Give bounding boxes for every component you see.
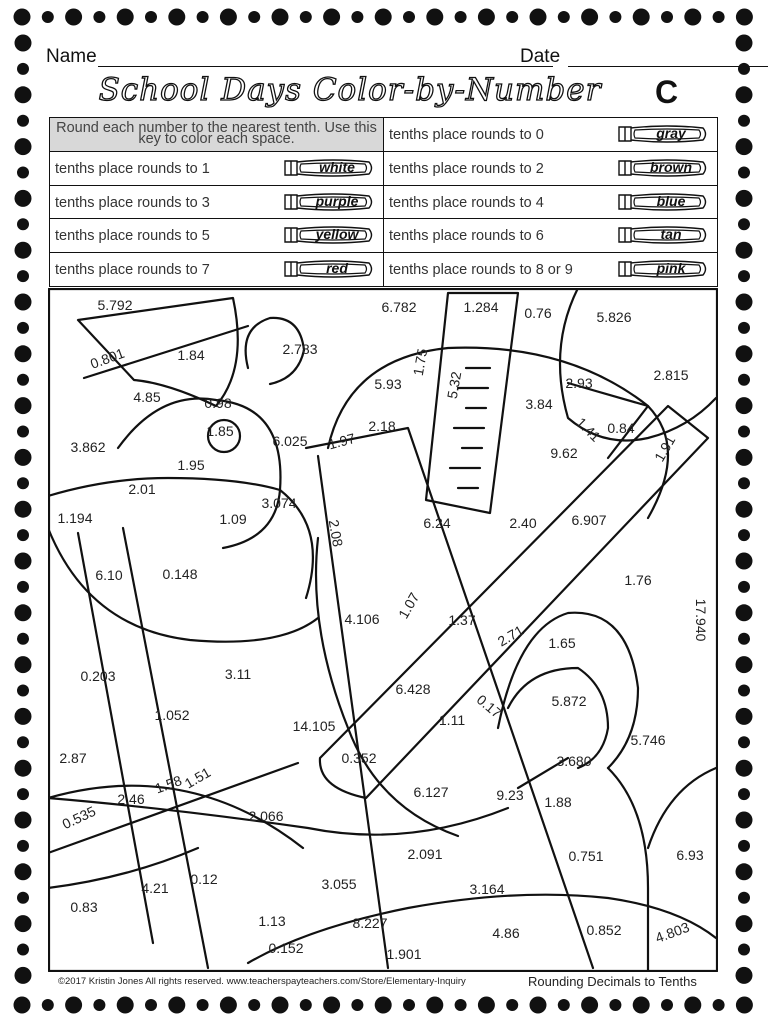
region-number: 5.93 (374, 376, 402, 392)
border-dot (633, 9, 650, 26)
region-number: 3.862 (70, 439, 106, 455)
border-dot (736, 501, 753, 518)
picture-numbers (57, 297, 709, 962)
region-number: 1.901 (386, 946, 422, 962)
name-label: Name (46, 46, 97, 67)
color-by-number-picture (48, 288, 718, 972)
region-number: 4.85 (133, 389, 161, 405)
border-dot (738, 167, 750, 179)
border-dot (375, 997, 392, 1014)
key-cell (50, 219, 384, 253)
border-dot (736, 997, 753, 1014)
border-dot (15, 242, 32, 259)
border-dot (145, 999, 157, 1011)
region-number: 14.105 (292, 718, 336, 734)
key-cell (384, 118, 718, 152)
region-number: 3.680 (556, 753, 592, 769)
border-dot (17, 633, 29, 645)
border-dot (323, 9, 340, 26)
border-dot (530, 9, 547, 26)
border-dot (323, 997, 340, 1014)
border-dot (736, 138, 753, 155)
bottom-curve-2 (248, 895, 716, 963)
region-number: 6.782 (381, 299, 417, 315)
border-dot (93, 999, 105, 1011)
border-dot (738, 374, 750, 386)
border-dot (14, 997, 31, 1014)
copyright-text: ©2017 Kristin Jones All rights reserved. www.teacherspayteachers.com/Store/Elementary-Inquiry (58, 976, 466, 987)
key-cell (50, 185, 384, 219)
border-dot (15, 915, 32, 932)
key-rule: tenths place rounds to 1 (55, 160, 210, 177)
border-dot (738, 581, 750, 593)
border-dot (426, 997, 443, 1014)
border-dot (403, 11, 415, 23)
border-dot (17, 477, 29, 489)
region-number: 2.815 (653, 367, 689, 383)
border-dot (65, 9, 82, 26)
region-number: 5.32 (443, 370, 465, 400)
border-dot (117, 997, 134, 1014)
border-dot (17, 115, 29, 127)
border-dot (736, 863, 753, 880)
key-rule: tenths place rounds to 8 or 9 (389, 262, 573, 279)
crayon-icon (283, 157, 375, 179)
border-dot (197, 999, 209, 1011)
border-dot (558, 999, 570, 1011)
crayon-color-label: tan (660, 226, 682, 243)
region-number: 1.052 (154, 707, 190, 723)
region-number: 2.40 (509, 515, 537, 531)
key-rule: tenths place rounds to 3 (55, 194, 210, 211)
border-dot (15, 35, 32, 52)
region-number: 0.76 (524, 305, 552, 321)
region-number: 1.91 (650, 432, 679, 465)
border-dot (736, 967, 753, 984)
key-cell (50, 253, 384, 287)
region-number: 1.11 (438, 712, 466, 728)
region-number: 2.87 (59, 750, 87, 766)
border-dot (736, 553, 753, 570)
name-date-row (46, 44, 726, 70)
region-number: 1.51 (181, 763, 214, 792)
crayon-icon (617, 258, 709, 280)
border-dot (738, 685, 750, 697)
border-dot (197, 11, 209, 23)
region-number: 1.97 (326, 429, 357, 453)
bottom-left-curve (48, 848, 198, 888)
border-dot (684, 9, 701, 26)
region-number: 4.21 (141, 880, 169, 896)
border-dot (738, 63, 750, 75)
border-dot (738, 633, 750, 645)
region-number: 2.18 (368, 418, 396, 434)
date-label: Date (520, 46, 561, 67)
region-number: 0.535 (59, 802, 99, 833)
border-dot (738, 529, 750, 541)
border-dot (117, 9, 134, 26)
border-dot (506, 999, 518, 1011)
region-number: 1.194 (57, 510, 93, 526)
region-number: 2.091 (407, 846, 443, 862)
region-number: 0.152 (268, 940, 304, 956)
border-dot (15, 397, 32, 414)
region-number: 1.76 (624, 572, 652, 588)
region-number: 2.066 (248, 808, 284, 824)
region-number: 6.025 (272, 433, 308, 449)
key-rule: tenths place rounds to 5 (55, 228, 210, 245)
border-dot (661, 999, 673, 1011)
border-dot (581, 9, 598, 26)
border-dot (609, 999, 621, 1011)
crayon-color-label: pink (656, 260, 686, 277)
crayon-icon (283, 258, 375, 280)
border-dot (738, 736, 750, 748)
border-dot (530, 997, 547, 1014)
border-dot (248, 11, 260, 23)
region-number: 0.852 (586, 922, 622, 938)
region-number: 6.907 (571, 512, 607, 528)
border-dot (17, 529, 29, 541)
border-dot (17, 218, 29, 230)
border-dot (478, 9, 495, 26)
border-dot (738, 322, 750, 334)
region-number: 9.62 (550, 445, 578, 461)
region-number: 2.93 (565, 375, 593, 391)
region-number: 4.803 (653, 918, 692, 946)
border-dot (736, 294, 753, 311)
border-dot (738, 477, 750, 489)
border-dot (15, 138, 32, 155)
border-dot (15, 863, 32, 880)
border-dot (15, 190, 32, 207)
border-dot (15, 294, 32, 311)
region-number: 1.07 (394, 589, 423, 622)
border-dot (736, 915, 753, 932)
border-dot (736, 449, 753, 466)
crayon-icon (283, 191, 375, 213)
border-dot (738, 426, 750, 438)
region-number: 8.227 (352, 915, 388, 931)
region-number: 2.783 (282, 341, 318, 357)
border-dot (351, 11, 363, 23)
region-number: 5.792 (97, 297, 133, 313)
border-dot (738, 840, 750, 852)
border-dot (65, 997, 82, 1014)
border-dot (661, 11, 673, 23)
border-dot (455, 11, 467, 23)
border-dot (581, 997, 598, 1014)
border-dot (145, 11, 157, 23)
border-dot (300, 999, 312, 1011)
region-number: 2.08 (325, 518, 347, 548)
border-dot (15, 501, 32, 518)
key-rule: tenths place rounds to 2 (389, 160, 544, 177)
border-dot (42, 999, 54, 1011)
key-cell (384, 219, 718, 253)
border-dot (736, 760, 753, 777)
region-number: 17.940 (693, 598, 709, 642)
crayon-color-label: yellow (315, 226, 359, 243)
region-number: 0.17 (473, 691, 505, 722)
region-number: 0.148 (162, 566, 198, 582)
border-dot (455, 999, 467, 1011)
region-number: 1.65 (548, 635, 576, 651)
crayon-color-label: red (326, 260, 348, 277)
version-letter: C (655, 74, 679, 110)
region-number: 1.75 (409, 347, 431, 377)
crayon-icon (617, 224, 709, 246)
border-dot (17, 788, 29, 800)
region-number: 0.83 (70, 899, 98, 915)
border-dot (17, 322, 29, 334)
border-dot (17, 426, 29, 438)
border-dot (15, 656, 32, 673)
border-dot (15, 345, 32, 362)
crayon-icon (617, 157, 709, 179)
border-dot (168, 997, 185, 1014)
border-dot (713, 999, 725, 1011)
subject-text: Rounding Decimals to Tenths (528, 974, 697, 989)
region-number: 2.01 (128, 481, 156, 497)
ruler-shape (426, 293, 518, 513)
region-number: 6.93 (676, 847, 704, 863)
border-dot (736, 190, 753, 207)
border-dot (713, 11, 725, 23)
border-dot (15, 708, 32, 725)
crayon-color-label: gray (656, 125, 686, 141)
crayon-icon (617, 123, 709, 145)
border-dot (42, 11, 54, 23)
border-dot (15, 967, 32, 984)
key-rule: tenths place rounds to 7 (55, 262, 210, 279)
color-key-table (49, 117, 718, 287)
crayon-icon (283, 224, 375, 246)
border-dot (506, 11, 518, 23)
region-number: 2.71 (494, 621, 527, 650)
region-number: 1.13 (258, 913, 286, 929)
region-number: 4.86 (492, 925, 520, 941)
border-dot (684, 997, 701, 1014)
border-dot (17, 892, 29, 904)
region-number: 3.11 (224, 666, 252, 682)
region-number: 3.84 (525, 396, 553, 412)
border-dot (15, 812, 32, 829)
border-dot (15, 86, 32, 103)
border-dot (736, 242, 753, 259)
border-dot (351, 999, 363, 1011)
region-number: 5.746 (630, 732, 666, 748)
crayon-icon (617, 191, 709, 213)
border-dot (736, 708, 753, 725)
region-number: 5.872 (551, 693, 587, 709)
border-dot (17, 840, 29, 852)
border-dot (558, 11, 570, 23)
border-dot (272, 9, 289, 26)
border-dot (93, 11, 105, 23)
border-dot (17, 167, 29, 179)
region-number: 0.203 (80, 668, 116, 684)
crayon-color-label: blue (656, 192, 686, 209)
border-dot (17, 581, 29, 593)
page-title: School Days Color-by-Number (98, 72, 602, 108)
border-dot (736, 604, 753, 621)
region-number: 1.58 (152, 772, 184, 797)
key-rule: tenths place rounds to 6 (389, 228, 544, 245)
apple-body (118, 399, 280, 548)
region-number: 1.88 (544, 794, 572, 810)
region-number: 0.751 (568, 848, 604, 864)
region-number: 9.23 (496, 787, 524, 803)
crayon-color-label: brown (650, 158, 692, 175)
region-number: 0.352 (341, 750, 377, 766)
border-dot (736, 397, 753, 414)
region-number: 6.428 (395, 681, 431, 697)
border-dot (736, 9, 753, 26)
border-dot (738, 944, 750, 956)
border-dot (738, 788, 750, 800)
border-dot (15, 449, 32, 466)
bottom-right-arc (648, 768, 716, 848)
key-rule: tenths place rounds to 0 (389, 127, 544, 143)
border-dot (17, 944, 29, 956)
key-cell (50, 151, 384, 185)
border-dot (738, 892, 750, 904)
crayon-color-label: purple (315, 192, 359, 209)
border-dot (17, 374, 29, 386)
border-dot (15, 553, 32, 570)
border-dot (375, 9, 392, 26)
border-dot (736, 812, 753, 829)
region-number: 6.10 (95, 567, 123, 583)
region-number: 0.84 (607, 420, 635, 436)
region-number: 1.84 (177, 347, 205, 363)
region-number: 3.164 (469, 881, 505, 897)
border-dot (426, 9, 443, 26)
border-dot (736, 345, 753, 362)
border-dot (17, 270, 29, 282)
region-number: 6.127 (413, 784, 449, 800)
border-dot (272, 997, 289, 1014)
border-dot (17, 63, 29, 75)
key-instructions: Round each number to the nearest tenth. Use this key to color each space. (50, 118, 384, 152)
border-dot (14, 9, 31, 26)
region-number: 1.41 (573, 414, 604, 445)
border-dot (633, 997, 650, 1014)
border-dot (736, 86, 753, 103)
border-dot (220, 9, 237, 26)
border-dot (403, 999, 415, 1011)
border-dot (17, 685, 29, 697)
region-number: 1.95 (177, 457, 205, 473)
border-dot (220, 997, 237, 1014)
region-number: 4.106 (344, 611, 380, 627)
region-number: 0.98 (204, 395, 232, 411)
crayon-color-label: white (319, 158, 355, 175)
border-dot (17, 736, 29, 748)
key-cell (384, 185, 718, 219)
border-dot (300, 11, 312, 23)
border-dot (738, 115, 750, 127)
region-number: 1.37 (448, 612, 476, 628)
region-number: 5.826 (596, 309, 632, 325)
region-number: 3.074 (261, 495, 297, 511)
border-dot (168, 9, 185, 26)
region-number: 1.284 (463, 299, 499, 315)
border-dot (15, 760, 32, 777)
region-number: 6.24 (423, 515, 451, 531)
key-rule: tenths place rounds to 4 (389, 194, 544, 211)
bottom-right-column (608, 768, 648, 972)
name-field[interactable] (98, 66, 553, 67)
border-dot (738, 270, 750, 282)
border-dot (248, 999, 260, 1011)
border-dot (738, 218, 750, 230)
border-dot (478, 997, 495, 1014)
region-number: 1.09 (219, 511, 247, 527)
border-dot (609, 11, 621, 23)
key-cell (384, 151, 718, 185)
region-number: 0.801 (88, 344, 127, 372)
region-number: 0.12 (190, 871, 218, 887)
region-number: 1.85 (206, 423, 234, 439)
key-cell (384, 253, 718, 287)
border-dot (15, 604, 32, 621)
border-dot (736, 35, 753, 52)
region-number: 3.055 (321, 876, 357, 892)
border-dot (736, 656, 753, 673)
date-field[interactable] (568, 66, 768, 67)
region-number: 2.46 (117, 791, 145, 807)
